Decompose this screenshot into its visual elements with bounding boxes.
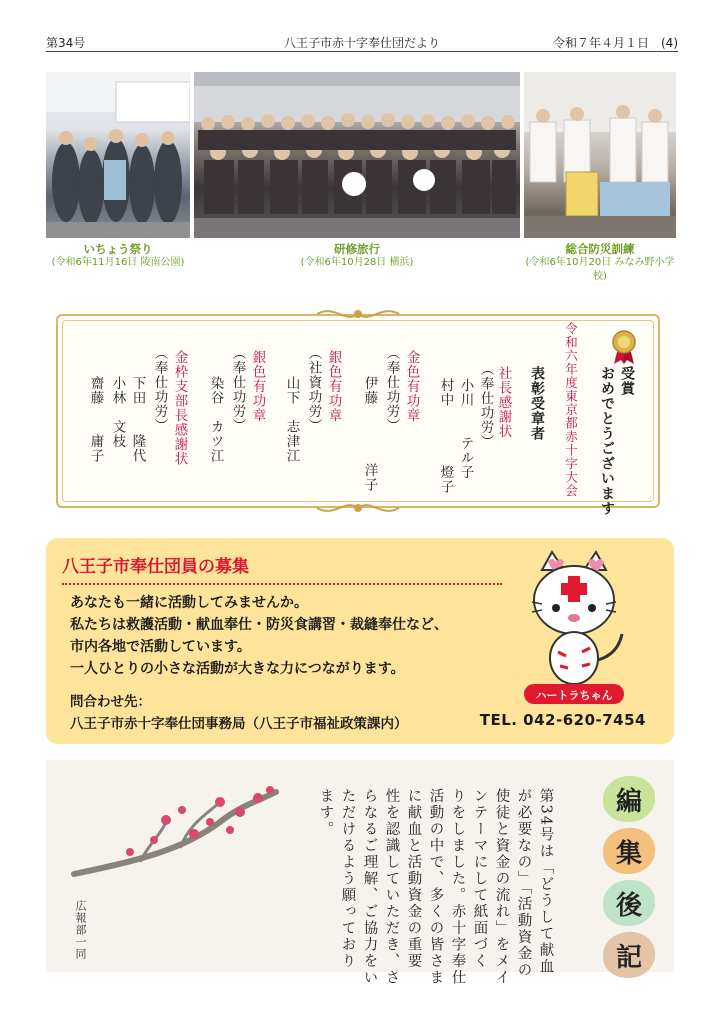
award-group-3-title: 銀色有功章 <box>325 350 342 423</box>
recruitment-line-3: 市内各地で活動しています。 <box>70 639 251 655</box>
award-group-1-name-2: 村中 燈子 <box>437 378 454 494</box>
award-group-1-title: 社長感謝状 <box>495 366 512 439</box>
recruitment-line-1: あなたも一緒に活動してみませんか。 <box>70 595 308 611</box>
editorial-col-6: 活動の中で、多くの皆さま <box>427 788 444 986</box>
award-group-5-name-3: 齋藤 庸子 <box>87 376 104 463</box>
issue-number: 第34号 <box>46 36 86 50</box>
editorial-col-11: ます。 <box>317 788 334 838</box>
award-group-4-type: （奉仕功労） <box>229 346 246 433</box>
caption-ginkgo <box>44 242 192 270</box>
contact-label: 問合わせ先： <box>70 694 151 710</box>
photo-drill-scene <box>524 72 676 238</box>
award-group-5-name-1: 下田 隆代 <box>129 376 146 463</box>
award-heading-2: おめでとうございます <box>599 366 615 516</box>
photo-group-scene <box>194 72 520 238</box>
caption-detail: (令和6年10月20日 みなみ野小学校) <box>525 257 675 282</box>
editorial-col-4: ンテーマにして紙面づく <box>471 788 488 970</box>
award-section-title: 表彰受章者 <box>529 366 545 441</box>
editorial-col-2: が必要なの」「活動資金の <box>515 788 532 979</box>
award-group-2-type: （奉仕功労） <box>383 346 400 433</box>
award-group-2-name-1: 伊藤 洋子 <box>361 376 378 492</box>
caption-title: 総合防災訓練 <box>565 242 635 256</box>
ornament-top-icon <box>315 304 401 324</box>
contact-org: 八王子市赤十字奉仕団事務局（八王子市福祉政策課内） <box>70 716 408 732</box>
recruitment-line-4: 一人ひとりの小さな活動が大きな力につながります。 <box>70 661 405 677</box>
editorial-badge-1: 編 <box>603 776 655 822</box>
newsletter-title: 八王子市赤十字奉仕団だより <box>283 36 440 50</box>
issue-date: 令和７年４月１日 (4) <box>553 36 678 50</box>
caption-detail: (令和6年10月28日 横浜) <box>300 257 414 268</box>
award-group-5-type: （奉仕功労） <box>151 346 168 433</box>
editorial-badge-2: 集 <box>603 828 655 874</box>
recruitment-line-2: 私たちは救護活動・献血奉仕・防災食講習・裁縫奉仕など、 <box>70 617 448 633</box>
editorial-col-8: 性を認識していただき、さ <box>383 788 400 986</box>
mascot-heart-tora-icon <box>512 548 636 708</box>
editorial-signature: 広報部一同 <box>74 900 87 960</box>
caption-title: いちょう祭り <box>83 242 153 256</box>
caption-training <box>194 242 520 270</box>
editorial-col-9: らなるご理解、ご協力をい <box>361 788 378 986</box>
caption-title: 研修旅行 <box>334 242 380 256</box>
header-rule <box>46 51 678 52</box>
recruitment-title-rule <box>62 575 502 585</box>
award-group-1-type: （奉仕功労） <box>477 362 494 449</box>
photo-training-trip <box>194 72 520 238</box>
award-group-4-name-1: 染谷 カツ江 <box>207 376 224 463</box>
award-group-3-type: （社資功労） <box>305 346 322 433</box>
mascot-name: ハートラちゃん <box>535 689 613 702</box>
award-heading-1: 受賞 <box>619 366 635 396</box>
plum-blossom-icon <box>70 782 280 892</box>
editorial-badge-4: 記 <box>603 932 655 978</box>
photo-disaster-drill <box>524 72 676 238</box>
ornament-bottom-icon <box>315 498 401 518</box>
award-group-4-title: 銀色有功章 <box>249 350 266 423</box>
recruitment-title: 八王子市奉仕団員の募集 <box>62 557 249 577</box>
editorial-badge-3: 後 <box>603 880 655 926</box>
contact-tel: TEL. 042-620-7454 <box>479 711 646 729</box>
caption-drill <box>522 242 678 284</box>
photo-ginkgo-festival <box>46 72 190 238</box>
editorial-col-3: 使徒と資金の流れ」をメイ <box>493 788 510 986</box>
photo-ginkgo-scene <box>46 72 190 238</box>
award-group-5-title: 金枠支部長感謝状 <box>171 350 188 466</box>
caption-detail: (令和6年11月16日 陵南公園) <box>51 257 185 268</box>
page-header <box>46 34 678 50</box>
award-event: 令和六年度東京都赤十字大会 <box>563 322 579 498</box>
award-group-5-name-2: 小林 文枝 <box>109 376 126 449</box>
editorial-col-5: りをしました。赤十字奉仕 <box>449 788 466 986</box>
editorial-col-7: に献血と活動資金の重要 <box>405 788 422 970</box>
editorial-col-10: ただけるよう願っており <box>339 788 356 970</box>
award-group-3-name-1: 山下 志津江 <box>283 376 300 463</box>
editorial-col-1: 第34号は「どうして献血 <box>537 788 554 976</box>
award-medal-icon <box>610 330 638 364</box>
award-group-2-title: 金色有功章 <box>403 350 420 423</box>
award-group-1-name-1: 小川 テル子 <box>457 378 474 480</box>
